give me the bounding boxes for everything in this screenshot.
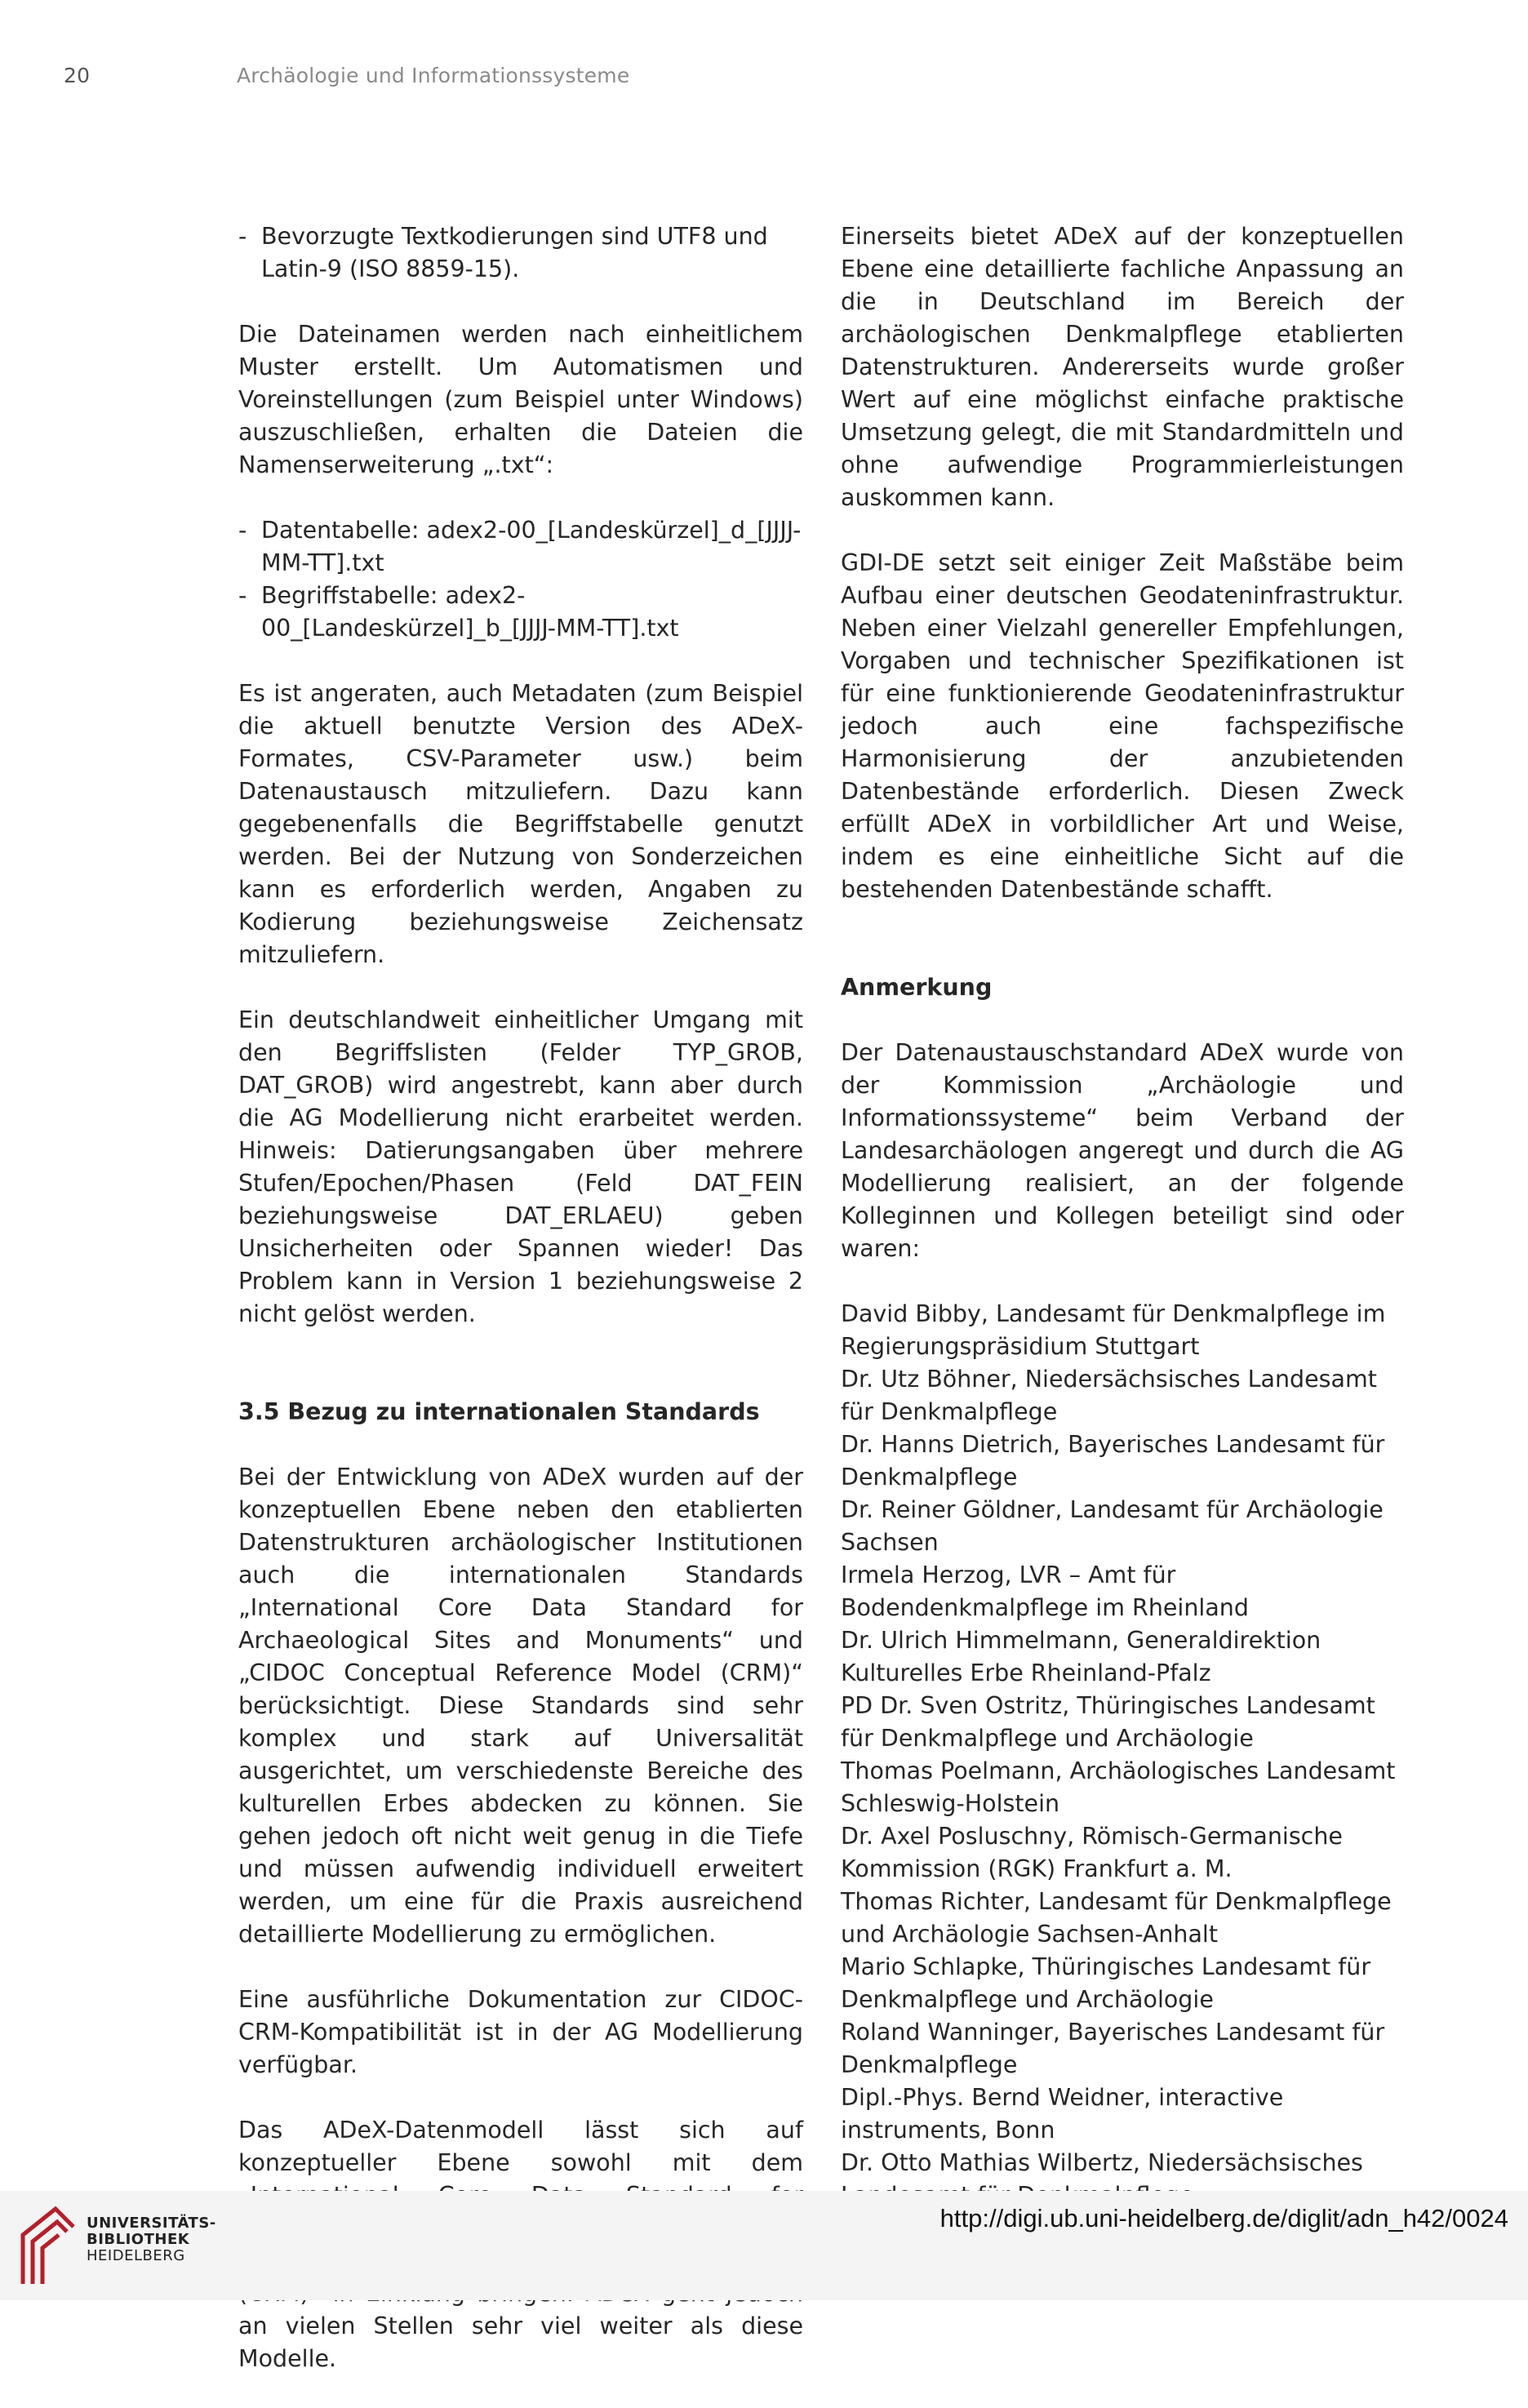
list-item [238,220,803,286]
contributor-entry: Mario Schlapke, Thüringisches Landesamt für Denkmalpflege und Archäologie [841,1953,1371,2013]
paragraph: Es ist angeraten, auch Metadaten (zum Beispiel die aktuell benutzte Version des ADeX-Formates, CSV-Parameter usw.) beim Datenaustausch mitzuliefern. Dazu kann gegebenenfalls die Begriffstabelle genutzt werden. Bei der Nutzung von Sonderzeichen kann es erforderlich werden, Angaben zu Kodierung beziehungsweise Zeichensatz mitzuliefern. [238,680,803,968]
library-name-line: UNIVERSITÄTS- [87,2215,216,2232]
contributor-entry: Dr. Axel Posluschny, Römisch-Germanische Kommission (RGK) Frankfurt a. M. [841,1823,1343,1882]
paragraph: Einerseits bietet ADeX auf der konzeptuellen Ebene eine detaillierte fachliche Anpassung an die in Deutschland im Bereich der archäologischen Denkmalpflege etablierten Datenstrukturen. Andererseits wurde großer Wert auf eine möglichst einfache praktische Umsetzung gelegt, die mit Standardmitteln und ohne aufwendige Programmierleistungen auskommen kann. [841,223,1404,511]
footer-bar [0,2191,1528,2300]
section-heading: 3.5 Bezug zu internationalen Standards [238,1398,760,1425]
contributor-entry: Irmela Herzog, LVR – Amt für Bodendenkmalpflege im Rheinland [841,1562,1249,1621]
page-number: 20 [64,64,91,87]
contributor-entry: Thomas Richter, Landesamt für Denkmalpflege und Archäologie Sachsen-Anhalt [841,1888,1392,1948]
contributor-entry: David Bibby, Landesamt für Denkmalpflege im Regierungspräsidium Stuttgart [841,1300,1386,1360]
running-header [64,64,629,87]
list-item-text: Begriffstabelle: adex2-00_[Landeskürzel]_b_[JJJJ-MM-TT].txt [261,582,679,642]
source-url-link[interactable]: http://digi.ub.uni-heidelberg.de/diglit/adn_h42/0024 [939,2204,1508,2233]
paragraph: Der Datenaustauschstandard ADeX wurde von der Kommission „Archäologie und Informationssysteme“ beim Verband der Landesarchäologen angeregt und durch die AG Modellierung realisiert, an der folgende Kolleginnen und Kollegen beteiligt sind oder waren: [841,1039,1404,1262]
contributor-entry: Thomas Poelmann, Archäologisches Landesamt Schleswig-Holstein [841,1757,1396,1817]
list-dash: - [238,582,247,609]
library-name-line: BIBLIOTHEK [87,2231,190,2248]
right-column [841,220,1404,2212]
left-column [238,220,803,2408]
contributor-entry: Dr. Reiner Göldner, Landesamt für Archäologie Sachsen [841,1496,1384,1556]
list-item-text: Bevorzugte Textkodierungen sind UTF8 und Latin-9 (ISO 8859-15). [261,223,768,282]
list-item-text: Datentabelle: adex2-00_[Landeskürzel]_d_[JJJJ-MM-TT].txt [261,517,802,576]
contributor-entry: Roland Wanninger, Bayerisches Landesamt für Denkmalpflege [841,2019,1385,2078]
list-dash: - [238,517,247,544]
contributor-list [841,1298,1404,2212]
contributor-entry: Dr. Utz Böhner, Niedersächsisches Landesamt für Denkmalpflege [841,1366,1377,1425]
paragraph: Das ADeX-Datenmodell lässt sich auf konzeptueller Ebene sowohl mit dem an vielen Stellen sehr viel weiter als diese Modelle. [238,2117,803,2372]
paragraph: Bei der Entwicklung von ADeX wurden auf der konzeptuellen Ebene neben den etablierten Datenstrukturen archäologischer Institutionen auch die internationalen Standards „International Core Data Standard for Archaeological Sites and Monuments“ und „CIDOC Conceptual Reference Model (CRM)“ berücksichtigt. Diese Standards sind sehr komplex und stark auf Universalität ausgerichtet, um verschiedenste Bereiche des kulturellen Erbes abdecken zu können. Sie gehen jedoch oft nicht weit genug in die Tiefe und müssen aufwendig individuell erweitert werden, um eine für die Praxis ausreichend detaillierte Modellierung zu ermöglichen. [238,1464,803,1948]
section-heading: Anmerkung [841,974,993,1001]
paragraph: GDI-DE setzt seit einiger Zeit Maßstäbe beim Aufbau einer deutschen Geodateninfrastruktur. Neben einer Vielzahl genereller Empfehlungen, Vorgaben und technischer Spezifikationen ist für eine funktionierende Geodateninfrastruktur jedoch auch eine fachspezifische Harmonisierung der anzubietenden Datenbestände erforderlich. Diesen Zweck erfüllt ADeX in vorbildlicher Art und Weise, indem es eine einheitliche Sicht auf die bestehenden Datenbestände schafft. [841,549,1404,903]
contributor-entry: Dr. Otto Mathias Wilbertz, Niedersächsisches [841,2149,1363,2176]
running-title: Archäologie und Informationssysteme [237,64,630,87]
contributor-entry: Dipl.-Phys. Bernd Weidner, interactive instruments, Bonn [841,2084,1284,2144]
paragraph: Ein deutschlandweit einheitlicher Umgang mit den Begriffslisten (Felder TYP_GROB, DAT_GROB) wird angestrebt, kann aber durch die AG Modellierung nicht erarbeitet werden. Hinweis: Datierungsangaben über mehrere Stufen/Epochen/Phasen (Feld DAT_FEIN beziehungsweise DAT_ERLAEU) geben Unsicherheiten oder Spannen wieder! Das Problem kann in Version 1 beziehungsweise 2 nicht gelöst werden. [238,1006,803,1327]
library-logo-icon [16,2202,82,2290]
list-item [238,580,803,645]
library-name [87,2215,216,2264]
list-item [238,514,803,580]
contributor-entry: PD Dr. Sven Ostritz, Thüringisches Landesamt für Denkmalpflege und Archäologie [841,1692,1375,1752]
paragraph: Eine ausführliche Dokumentation zur CIDOC-CRM-Kompatibilität ist in der AG Modellierung verfügbar. [238,1986,803,2078]
paragraph: Die Dateinamen werden nach einheitlichem Muster erstellt. Um Automatismen und Voreinstellungen (zum Beispiel unter Windows) auszuschließen, erhalten die Dateien die Namenserweiterung „.txt“: [238,321,803,478]
list-dash: - [238,223,247,250]
contributor-entry: Dr. Hanns Dietrich, Bayerisches Landesamt für Denkmalpflege [841,1431,1385,1491]
contributor-entry: Dr. Ulrich Himmelmann, Generaldirektion Kulturelles Erbe Rheinland-Pfalz [841,1627,1321,1686]
library-name-line: HEIDELBERG [87,2247,185,2264]
